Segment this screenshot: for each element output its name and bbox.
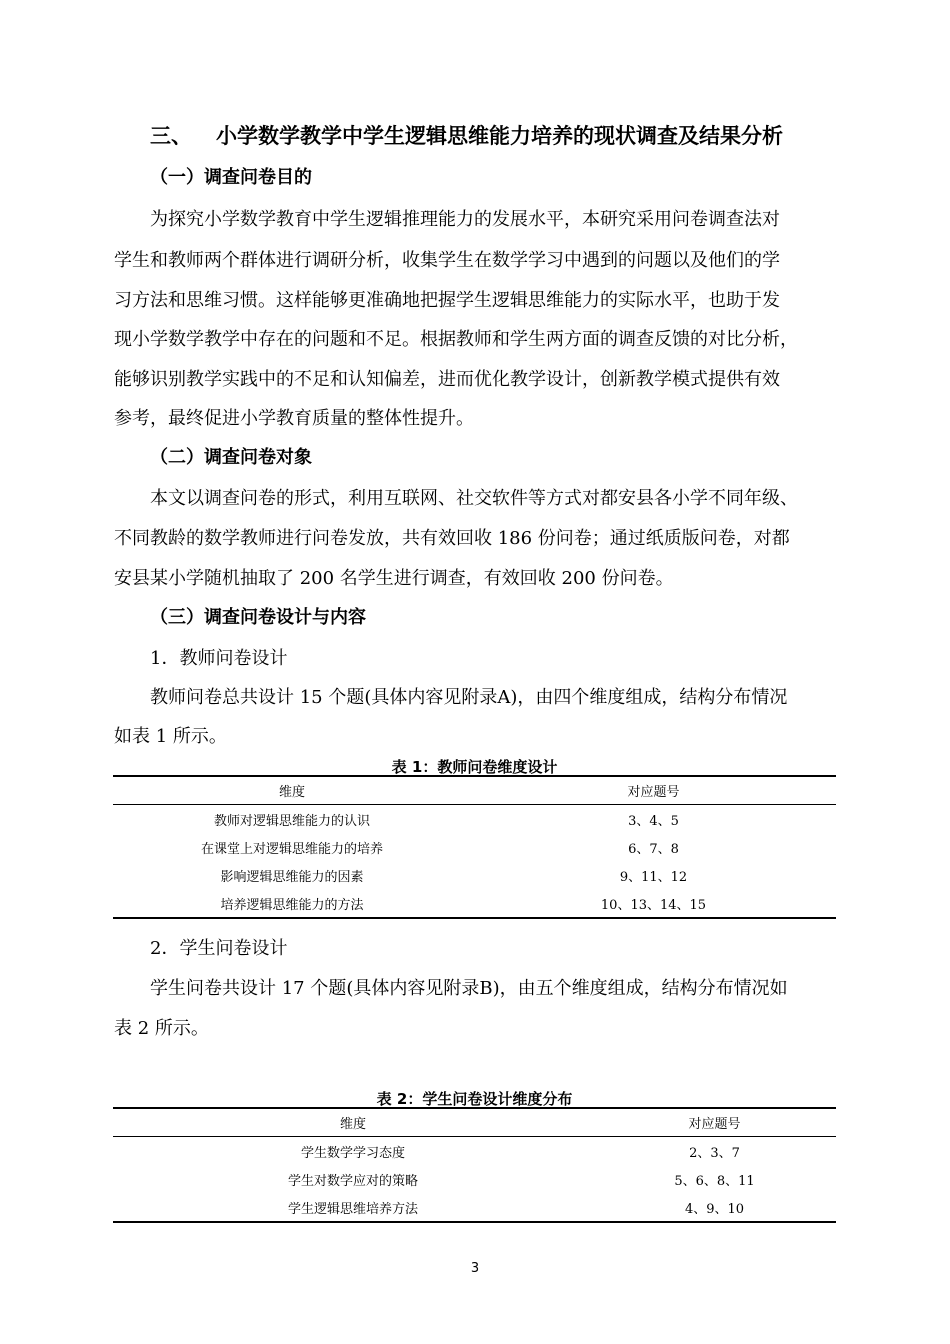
chapter-heading [150,120,783,150]
subsection-heading-student: 2．学生问卷设计 [150,938,288,959]
paragraph-line: 学生和教师两个群体进行调研分析，收集学生在数学学习中遇到的问题以及他们的学 [114,250,780,271]
paragraph-line: 表 2 所示。 [114,1018,209,1039]
table-row [113,1193,836,1222]
page-number: 3 [470,1261,480,1276]
chapter-title: 小学数学教学中学生逻辑思维能力培养的现状调查及结果分析 [216,124,783,148]
table2-caption: 表 2：学生问卷设计维度分布 [376,1090,573,1108]
paragraph-line: 为探究小学数学教育中学生逻辑推理能力的发展水平，本研究采用问卷调查法对 [150,209,780,230]
cell-question-numbers: 4、9、10 [684,1201,745,1217]
cell-dimension: 学生数学学习态度 [300,1145,405,1161]
paragraph-line: 现小学数学教学中存在的问题和不足。根据教师和学生两方面的调查反馈的对比分析， [114,329,798,350]
cell-dimension: 影响逻辑思维能力的因素 [220,869,364,885]
table-header-row [113,1108,836,1137]
cell-dimension: 学生逻辑思维培养方法 [287,1201,418,1217]
table-row [113,889,836,918]
cell-question-numbers: 10、13、14、15 [600,897,707,913]
teacher-dimension-table [113,775,836,919]
cell-question-numbers: 6、7、8 [628,841,679,857]
cell-question-numbers: 9、11、12 [619,869,688,885]
table-header-row [113,776,836,805]
table-row [113,805,836,834]
student-dimension-table [113,1107,836,1223]
cell-question-numbers: 5、6、8、11 [674,1173,755,1189]
paragraph-line: 能够识别教学实践中的不足和认知偏差，进而优化教学设计，创新教学模式提供有效 [114,369,780,390]
table-row [113,1165,836,1193]
paragraph-line: 安县某小学随机抽取了 200 名学生进行调查，有效回收 200 份问卷。 [114,568,674,589]
section-heading-purpose: （一）调查问卷目的 [150,167,312,188]
cell-dimension: 学生对数学应对的策略 [287,1173,418,1189]
paragraph-line: 本文以调查问卷的形式，利用互联网、社交软件等方式对都安县各小学不同年级、 [150,488,798,509]
cell-dimension: 培养逻辑思维能力的方法 [220,897,364,913]
table-row [113,1137,836,1166]
paragraph-line: 参考，最终促进小学教育质量的整体性提升。 [114,408,474,429]
paragraph-line: 教师问卷总共设计 15 个题(具体内容见附录A)，由四个维度组成，结构分布情况 [150,687,788,708]
section-heading-subjects: （二）调查问卷对象 [150,447,312,468]
subsection-heading-teacher: 1．教师问卷设计 [150,648,288,669]
table1-caption: 表 1：教师问卷维度设计 [391,758,558,776]
header-dimension: 维度 [339,1117,366,1132]
chapter-number: 三、 [150,124,192,148]
cell-dimension: 教师对逻辑思维能力的认识 [213,813,370,829]
paragraph-line: 不同教龄的数学教师进行问卷发放，共有效回收 186 份问卷；通过纸质版问卷，对都 [114,528,790,549]
paragraph-line: 学生问卷共设计 17 个题(具体内容见附录B)，由五个维度组成，结构分布情况如 [150,978,788,999]
paragraph-line: 如表 1 所示。 [114,726,227,747]
paragraph-line: 习方法和思维习惯。这样能够更准确地把握学生逻辑思维能力的实际水平，也助于发 [114,290,780,311]
cell-question-numbers: 3、4、5 [628,813,679,829]
cell-question-numbers: 2、3、7 [689,1145,740,1161]
table-row [113,833,836,861]
header-question-numbers: 对应题号 [688,1117,741,1132]
cell-dimension: 在课堂上对逻辑思维能力的培养 [200,841,383,857]
header-dimension: 维度 [278,785,305,800]
table-row [113,861,836,889]
section-heading-design: （三）调查问卷设计与内容 [150,607,366,628]
header-question-numbers: 对应题号 [627,785,680,800]
